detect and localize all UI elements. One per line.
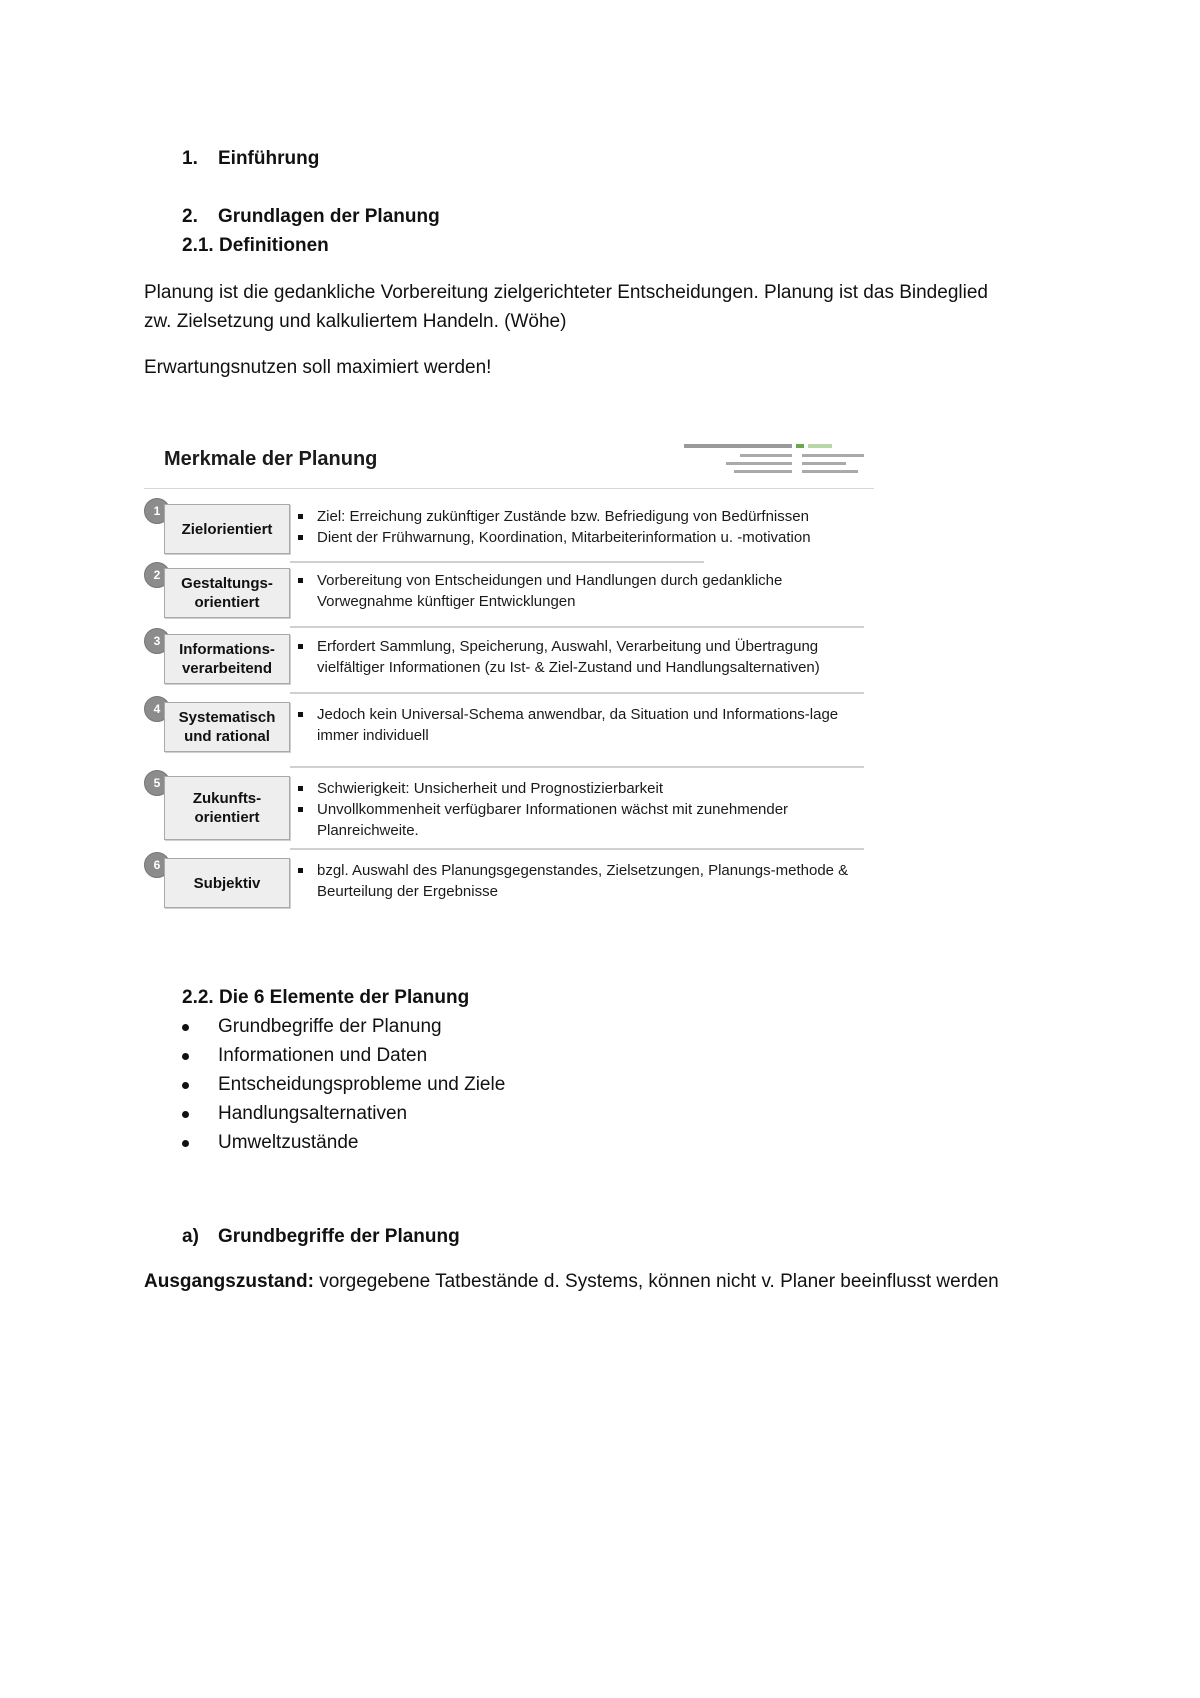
heading-text: Definitionen xyxy=(218,235,329,256)
heading-text: Grundbegriffe der Planung xyxy=(218,1226,460,1247)
row-number-badge: 5 xyxy=(144,770,170,796)
row-number-badge: 6 xyxy=(144,852,170,878)
erwartung-text: Erwartungsnutzen soll maximiert werden! xyxy=(144,357,492,378)
description-item xyxy=(290,778,870,799)
heading-2-2 xyxy=(182,986,469,1010)
merkmal-description xyxy=(290,506,870,548)
description-text: Unvollkommenheit verfügbarer Informationen wächst mit zunehmender Planreichweite. xyxy=(317,801,789,839)
bullet-icon xyxy=(182,1140,189,1147)
description-text: Erfordert Sammlung, Speicherung, Auswahl, Verarbeitung und Übertragung vielfältiger Informationen (zu Ist- & Ziel-Zustand und Handlungsalternativen) xyxy=(317,638,820,676)
description-text: Schwierigkeit: Unsicherheit und Prognostizierbarkeit xyxy=(317,780,663,797)
square-bullet-icon xyxy=(298,514,303,519)
heading-number: 2. xyxy=(182,206,198,227)
heading-number: 2.2. xyxy=(182,987,214,1008)
term-definition: vorgegebene Tatbestände d. Systems, können nicht v. Planer beeinflusst werden xyxy=(313,1271,999,1292)
description-text: Ziel: Erreichung zukünftiger Zustände bzw. Befriedigung von Bedürfnissen xyxy=(317,508,809,525)
row-number-badge: 4 xyxy=(144,696,170,722)
merkmal-description xyxy=(290,860,870,902)
row-divider xyxy=(290,766,864,768)
bullet-icon xyxy=(182,1053,189,1060)
list-item: Entscheidungsprobleme und Ziele xyxy=(218,1074,506,1095)
row-divider xyxy=(290,626,864,628)
description-item xyxy=(290,860,870,902)
square-bullet-icon xyxy=(298,807,303,812)
description-item xyxy=(290,636,870,678)
row-number-badge: 2 xyxy=(144,562,170,588)
square-bullet-icon xyxy=(298,535,303,540)
description-text: Dient der Frühwarnung, Koordination, Mitarbeiterinformation u. -motivation xyxy=(317,529,811,546)
bullet-icon xyxy=(182,1024,189,1031)
description-text: Vorbereitung von Entscheidungen und Handlungen durch gedankliche Vorwegnahme künftiger Entwicklungen xyxy=(317,572,783,610)
list-item: Informationen und Daten xyxy=(218,1045,428,1066)
merkmal-description xyxy=(290,704,870,746)
heading-number: a) xyxy=(182,1226,199,1247)
square-bullet-icon xyxy=(298,868,303,873)
heading-2-1 xyxy=(182,234,329,258)
merkmal-description xyxy=(290,778,870,841)
square-bullet-icon xyxy=(298,786,303,791)
heading-text: Die 6 Elemente der Planung xyxy=(218,987,470,1008)
row-divider xyxy=(290,848,864,850)
description-item xyxy=(290,570,870,612)
definition-line-2: zw. Zielsetzung und kalkuliertem Handeln. (Wöhe) xyxy=(144,311,567,332)
description-item xyxy=(290,506,870,527)
heading-number: 1. xyxy=(182,148,198,169)
row-divider xyxy=(290,692,864,694)
heading-text: Einführung xyxy=(218,148,320,169)
merkmal-description xyxy=(290,570,870,612)
definition-line-1: Planung ist die gedankliche Vorbereitung zielgerichteter Entscheidungen. Planung ist das Bindeglied xyxy=(144,282,988,303)
merkmal-label: Zielorientiert xyxy=(164,504,290,554)
heading-2 xyxy=(182,205,440,229)
row-divider xyxy=(290,561,704,563)
description-text: bzgl. Auswahl des Planungsgegenstandes, Zielsetzungen, Planungs-methode & Beurteilung der Ergebnisse xyxy=(317,862,849,900)
merkmal-description xyxy=(290,636,870,678)
list-item: Umweltzustände xyxy=(218,1132,359,1153)
square-bullet-icon xyxy=(298,578,303,583)
heading-text: Grundlagen der Planung xyxy=(218,206,440,227)
description-item xyxy=(290,704,870,746)
list-item: Handlungsalternativen xyxy=(218,1103,408,1124)
square-bullet-icon xyxy=(298,712,303,717)
merkmal-label: Informations- verarbeitend xyxy=(164,634,290,684)
figure-separator xyxy=(144,488,874,489)
heading-number: 2.1. xyxy=(182,235,214,256)
row-number-badge: 3 xyxy=(144,628,170,654)
square-bullet-icon xyxy=(298,644,303,649)
heading-1 xyxy=(182,147,319,171)
merkmal-label: Zukunfts- orientiert xyxy=(164,776,290,840)
list-item: Grundbegriffe der Planung xyxy=(218,1016,442,1037)
bullet-icon xyxy=(182,1082,189,1089)
university-logo xyxy=(680,438,870,482)
description-text: Jedoch kein Universal-Schema anwendbar, da Situation und Informations-lage immer individuell xyxy=(317,706,839,744)
description-item xyxy=(290,527,870,548)
merkmal-label: Gestaltungs- orientiert xyxy=(164,568,290,618)
ausgangszustand-line xyxy=(144,1270,999,1294)
merkmal-label: Systematisch und rational xyxy=(164,702,290,752)
term-label: Ausgangszustand: xyxy=(144,1271,314,1292)
bullet-icon xyxy=(182,1111,189,1118)
heading-a xyxy=(182,1225,460,1249)
row-number-badge: 1 xyxy=(144,498,170,524)
merkmale-figure xyxy=(144,428,874,918)
figure-title: Merkmale der Planung xyxy=(164,448,378,470)
merkmal-label: Subjektiv xyxy=(164,858,290,908)
description-item xyxy=(290,799,870,841)
